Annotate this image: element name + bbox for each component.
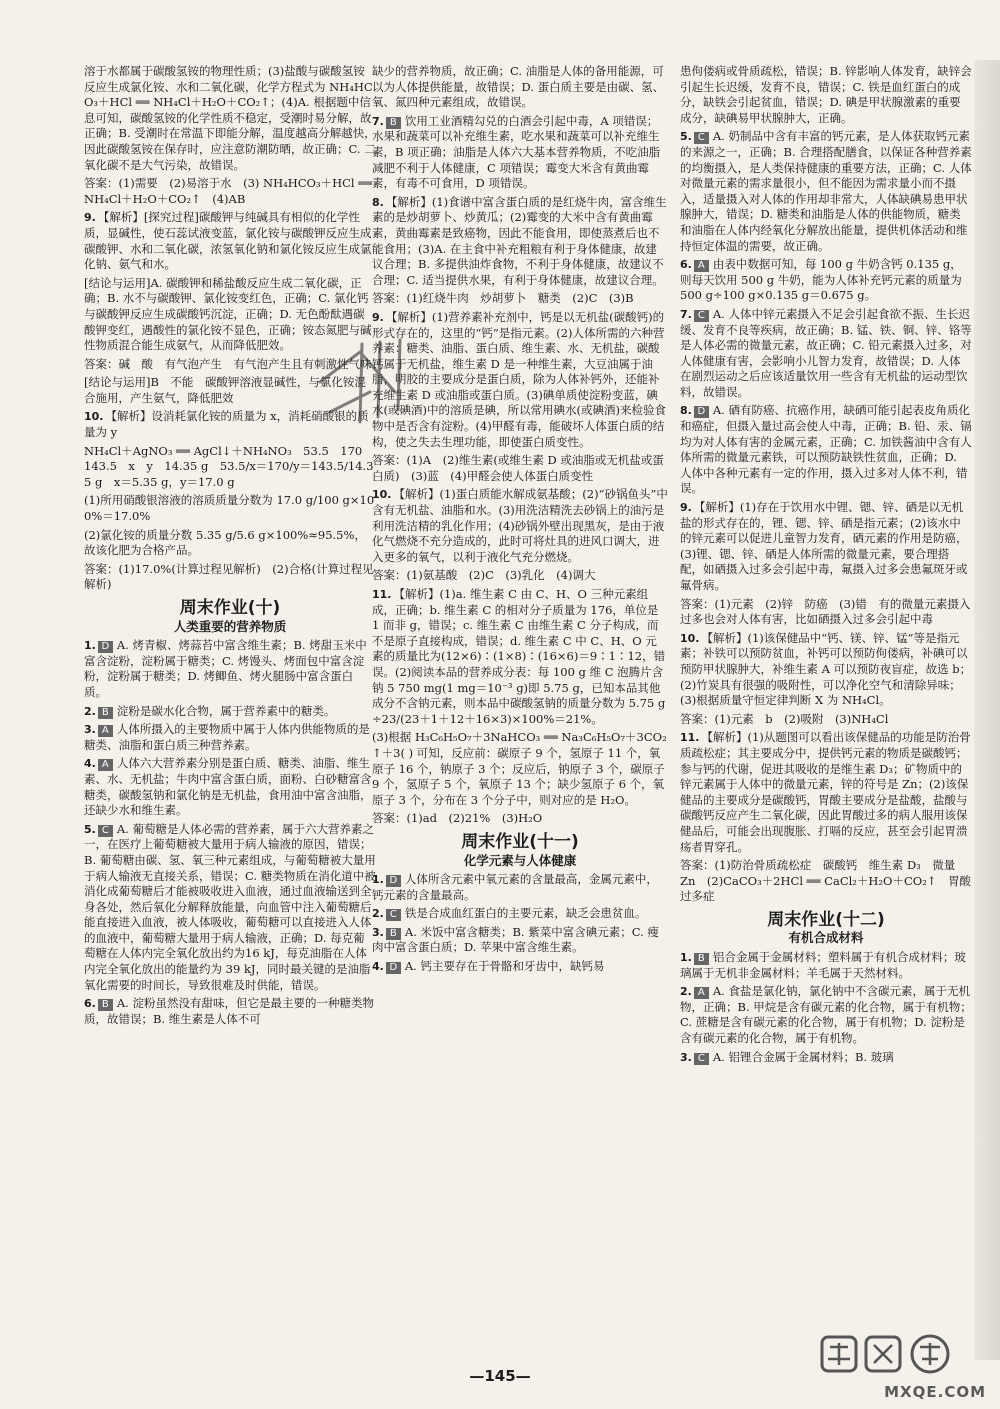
explanation-text: 人体所含元素中氧元素的含量最高，金属元素中，钙元素的含量最高。 [372,872,658,902]
question-number: 2. [84,704,96,718]
answer-block [372,568,668,584]
answer-block [372,487,668,565]
explanation-text: 【解析】[探究过程]碳酸钾与纯碱具有相似的化学性质，显碱性，使石蕊试液变蓝，氯化铵与碳酸钾反应生成碳酸钾、水和二氧化碳，浓氢氧化钠和氯化铵反应生成氯化钠、氨气和水。 [84,210,372,272]
answer-block [84,996,376,1027]
answer-block [84,722,376,753]
answer-choice-badge: C [694,1053,709,1065]
explanation-text: [结论与运用]A. 碳酸钾和稀盐酸反应生成二氧化碳，正确；B. 水不与碳酸钾、氯化铵变红色，正确；C. 氯化钙与碳酸钾反应生成碳酸钙沉淀，正确；D. 无色酚酞遇碳酸钾变红，遇酸性的氯化铵不显色，正确；铵态氮肥与碱性物质混合能生成氨气，从而降低肥效。 [84,275,372,353]
question-number: 6. [680,258,692,272]
explanation-text: 缺少的营养物质，故正确；C. 油脂是人体的备用能源，可以为人体提供能量，故错误；D. 蛋白质主要是由碳、氢、氧、氮四种元素组成，故错误。 [372,64,665,110]
answer-choice-badge: D [386,875,401,887]
explanation-text: 【解析】(1)存在于饮用水中锂、锶、锌、硒是以无机盐的形式存在的，锂、锶、锌、硒是指元素；(2)该水中的锌元素可以促进儿童智力发育，硒元素的作用是防癌，(3)锂、锶、锌、硒是人体所需的微量元素，要合理搭配，如硒摄入过多会引起中毒，氟摄入过多会患氟斑牙或氟骨病。 [680,500,968,592]
adjacent-page-edge [974,60,1000,1360]
answer-choice-badge: B [98,707,113,719]
question-number: 1. [84,639,96,653]
explanation-text: 【解析】(1)蛋白质能水解成氨基酸；(2)“砂锅鱼头”中含有无机盐、油脂和水。(3)用洗洁精洗去砂锅上的油污是利用洗洁精的乳化作用；(4)砂锅外壁出现黑灰，是由于液化气燃烧不充分造成的，此时可将灶具的进风口调大，进入更多的氧气，以利于液化气充分燃烧。 [372,487,668,564]
question-number: 10. [84,410,104,424]
explanation-text: 溶于水都属于碳酸氢铵的物理性质；(3)盐酸与碳酸氢铵反应生成氯化铵、水和二氧化碳，化学方程式为 NH₄HCO₃＋HCl ══ NH₄Cl＋H₂O＋CO₂↑；(4)A. 根据题中信息可知，碳酸氢铵的化学性质不稳定，受潮时易分解，故正确；B. 受潮时在常温下即能分解，温度越高分解越快，因此碳酸氢铵在保存时，应注意防潮防晒，故正确；C. 二氧化碳不是大气污染，故错误。 [84,64,376,172]
explanation-text: A. 葡萄糖是人体必需的营养素，属于六大营养素之一，在医疗上葡萄糖被大量用于病人输液的原因，错误；B. 葡萄糖由碳、氢、氧三种元素组成，与葡萄糖被大量用于病人输液无直接关系，错误；C. 糖类物质在消化道中被消化成葡萄糖后才能被吸收进入血液，通过血液输送到全身各处，然后氧化分解释放能量，向血管中注入葡萄糖后能直接进入血液，被人体吸收，葡萄糖可以直接进入人体的血液中，葡萄糖大量用于病人输液，正确；D. 每克葡萄糖在人体内完全氧化放出约为16 kJ，每克油脂在人体内完全氧化放出的能量约为 39 kJ，同时最关键的是油脂氧化需要的时间长，导致很难及时供能，错误。 [84,821,376,992]
question-number: 7. [372,114,384,128]
explanation-text: 人体所摄入的主要物质中属于人体内供能物质的是糖类、油脂和蛋白质三种营养素。 [84,722,370,752]
answer-block [84,64,376,173]
explanation-text: 饮用工业酒精勾兑的白酒会引起中毒，A 项错误；水果和蔬菜可以补充维生素，吃水果和蔬菜可以补充维生素，B 项正确；油脂是人体六大基本营养物质，不吃油脂减肥不利于人体健康，C 项错误；霉变大米含有黄曲霉素，有毒不可食用，D 项错误。 [372,113,661,191]
explanation-text: 答案：(1)17.0%(计算过程见解析) (2)合格(计算过程见解析) [84,561,374,592]
explanation-text: A. 烤青椒、烤蒜苔中富含维生素；B. 烤甜玉米中富含淀粉，淀粉属于糖类；C. 烤馒头、烤面包中富含淀粉，淀粉属于糖类；D. 烤鲫鱼、烤火腿肠中富含蛋白质。 [84,638,367,699]
explanation-text: 答案：(1)红烧牛肉 炒胡萝卜 糖类 (2)C (3)B [372,291,634,306]
question-number: 3. [680,1050,692,1064]
explanation-text: 答案：(1)元素 (2)锌 防癌 (3)错 有的微量元素摄入过多也会对人体有害，比如硒摄入过多会引起中毒 [680,596,971,627]
explanation-text: 淀粉是碳水化合物，属于营养素中的糖类。 [116,703,336,718]
answer-choice-badge: C [694,132,709,144]
explanation-text: 答案：(1)氨基酸 (2)C (3)乳化 (4)调大 [372,568,596,583]
answer-choice-badge: A [694,260,709,272]
answer-choice-badge: B [386,928,401,940]
explanation-text: 答案：(1)A (2)维生素(或维生素 D 或油脂或无机盐或蛋白质) (3)蓝 (4)甲醛会使人体蛋白质变性 [372,453,664,483]
answer-block [372,906,668,922]
answer-choice-badge: D [386,962,401,974]
explanation-text: A. 食盐是氯化钠，氯化钠中不含碳元素，属于无机物，正确；B. 甲烷是含有碳元素的化合物，属于有机物；C. 蔗糖是含有碳元素的化合物，属于有机物；D. 淀粉是含有碳元素的化合物，属于有机物。 [680,984,972,1046]
question-number: 9. [680,501,692,515]
question-number: 11. [680,731,700,745]
explanation-text: 答案：(1)元素 b (2)吸附 (3)NH₄Cl [680,711,889,726]
explanation-text: 【解析】(1)食谱中富含蛋白质的是红烧牛肉，富含维生素的是炒胡萝卜、炒黄瓜；(2)霉变的大米中含有黄曲霉素，黄曲霉素是致癌物，因此不能食用，即使蒸煮后也不能食用；(3)A. 在主食中补充粗粮有利于身体健康，故建议合理；B. 多提供油炸食物，不利于身体健康，故建议不合理；C. 适当提供水果，有利于身体健康，故建议合理。 [372,194,667,287]
answer-choice-badge: A [98,725,113,737]
answer-block [372,872,668,903]
answer-block [372,925,668,956]
question-number: 7. [680,307,692,321]
explanation-text: 铁是合成血红蛋白的主要元素，缺乏会患贫血。 [404,906,647,921]
answer-choice-badge: B [694,953,709,965]
explanation-text: A. 钙主要存在于骨骼和牙齿中，缺钙易 [404,959,605,974]
explanation-text: A. 硒有防癌、抗癌作用，缺硒可能引起表皮角质化和癌症，但摄入量过高会使人中毒，正确；B. 铅、汞、镉均为对人体有害的金属元素，正确；C. 加铁酱油中含有人体所需的微量元素铁，可以预防缺铁性贫血，正确；D. 人体中各种元素有一定的作用，摄入过多对人体不利，错误。 [680,403,972,496]
question-number: 5. [84,822,96,836]
question-number: 5. [680,130,692,144]
answer-block [84,704,376,720]
answer-block [84,528,376,559]
question-number: 1. [680,951,692,965]
answer-block [680,257,972,304]
answer-block [84,822,376,994]
question-number: 8. [680,404,692,418]
question-number: 11. [372,588,392,601]
answer-block [372,730,668,808]
column-right [680,64,972,1068]
answer-block [680,64,972,126]
question-number: 9. [372,310,384,324]
answer-choice-badge: D [98,641,113,653]
answer-block [84,562,376,593]
explanation-text: 答案：碱 酸 有气泡产生 有气泡产生且有刺激性气味 [84,356,372,371]
section-title: 周末作业(十二) [767,909,885,930]
section-title: 周末作业(十) [179,598,281,618]
answer-block [84,756,376,818]
watermark-url: MXQE.COM [884,1383,986,1401]
handwritten-stamp-mark [300,322,440,442]
section-title: 周末作业(十一) [461,831,579,852]
question-number: 9. [84,211,96,225]
question-number: 2. [680,985,692,999]
explanation-text: 答案：(1)ad (2)21% (3)H₂O [372,811,543,826]
answer-block [680,597,972,628]
site-watermark [790,1331,990,1401]
explanation-text: (3)根据 H₃C₆H₅O₇＋3NaHCO₃ ══ Na₃C₆H₅O₇＋3CO₂↑＋3( ) 可知，反应前：碳原子 9 个，氢原子 11 个，氧原子 16 个，钠原子 3 个；反应后，钠原子 3 个，碳原子 9 个，氢原子 5 个，氧原子 13 个；缺少氢原子 6 个，氧原子 3 个，分布在 3 个分子中，则对应的是 H₂O。 [372,730,667,807]
answer-choice-badge: C [694,310,709,322]
question-number: 6. [84,997,96,1011]
answer-block [680,1050,972,1066]
explanation-text: 人体六大营养素分别是蛋白质、糖类、油脂、维生素、水、无机盐；牛肉中富含蛋白质，面粉、白砂糖富含糖类，碳酸氢钠和氯化钠是无机盐，食用油中富含油脂，还缺少水和维生素。 [84,756,372,818]
answer-block [680,631,972,709]
explanation-text: 答案：(1)防治骨质疏松症 碳酸钙 维生素 D₃ 微量 Zn (2)CaCO₃＋2HCl ══ CaCl₂＋H₂O＋CO₂↑ 胃酸过多症 [680,858,971,904]
explanation-text: A. 淀粉虽然没有甜味，但它是最主要的一种糖类物质，故错误；B. 维生素是人体不可 [84,996,374,1026]
question-number: 10. [372,488,392,502]
question-number: 3. [372,925,384,939]
answer-block [680,500,972,594]
answer-block [680,712,972,728]
answer-block [372,114,668,192]
answer-block [372,811,668,827]
explanation-text: 患佝偻病或骨质疏松，错误；B. 锌影响人体发育，缺锌会引起生长迟缓，发育不良，错误；C. 铁是血红蛋白的成分，缺铁会引起贫血，错误；D. 碘是甲状腺激素的重要成分，缺碘易甲状腺肿大，正确。 [680,64,972,125]
explanation-text: A. 米饭中富含糖类；B. 紫菜中富含碘元素；C. 瘦肉中富含蛋白质；D. 苹果中富含维生素。 [372,924,659,955]
answer-choice-badge: B [98,999,113,1011]
section-subtitle: 人类重要的营养物质 [173,618,287,634]
explanation-text: 【解析】(1)营养素补充剂中，钙是以无机盐(碳酸钙)的形式存在的，这里的“钙”是指元素。(2)人体所需的六种营养素：糖类、油脂、蛋白质、维生素、水、无机盐，碳酸钙属于无机盐，维生素 D 是一种维生素，大豆油属于油脂，明胶的主要成分是蛋白质，除为人体补钙外，还能补充维生素 D 或油脂或蛋白质。(3)碘单质使淀粉变蓝，碘水(或碘酒)中的溶质是碘，所以常用碘水(或碘酒)来检验食物中是否含有淀粉。(4)甲醛有毒，能破坏人体蛋白质的结构，使之失去生理功能，即使蛋白质变性。 [372,309,666,449]
page-number: —145— [469,1367,531,1385]
answer-block [680,403,972,497]
explanation-text: 铝合金属于金属材料；塑料属于有机合成材料；玻璃属于无机非金属材料；羊毛属于天然材料。 [680,950,966,980]
explanation-text: [结论与运用]B 不能 碳酸钾溶液显碱性，与氯化铵混合施用，产生氨气，降低肥效 [84,375,366,405]
answer-block [84,210,376,272]
answer-block [84,493,376,524]
answer-block [680,984,972,1046]
answer-block [680,730,972,855]
explanation-text: A. 人体中锌元素摄入不足会引起食欲不振、生长迟缓、发育不良等疾病，故正确；B. 锰、铁、铜、锌、铬等是人体必需的微量元素，故正确；C. 铅元素摄入过多，对人体健康有害，会影响小儿智力发育，故错误；D. 人体在剧烈运动之后应该适量饮用一些含有无机盐的运动型饮料，故错误。 [680,306,972,399]
answer-block [680,307,972,401]
question-number: 1. [372,873,384,887]
question-number: 2. [372,907,384,921]
section-subtitle: 化学元素与人体健康 [463,852,577,868]
answer-choice-badge: A [98,759,113,771]
question-number: 4. [84,757,96,771]
question-number: 10. [680,631,700,645]
answer-choice-badge: C [386,909,401,921]
answer-block [680,858,972,905]
answer-block [372,291,668,307]
explanation-text: 答案：(1)需要 (2)易溶于水 (3) NH₄HCO₃＋HCl ══ NH₄Cl＋H₂O＋CO₂↑ (4)AB [84,176,373,206]
explanation-text: A. 铝锂合金属于金属材料；B. 玻璃 [712,1049,894,1064]
answer-block [84,444,376,491]
column-middle [372,64,668,978]
column-left [84,64,376,1030]
explanation-text: NH₄Cl＋AgNO₃ ══ AgCl↓＋NH₄NO₃ 53.5 170 143.5 x y 14.35 g 53.5/x＝170/y＝143.5/14.35 g x＝5.35 g，y＝17.0 g [84,443,374,489]
explanation-text: (1)所用硝酸银溶液的溶质质量分数为 17.0 g/100 g×100%＝17.0% [84,493,375,524]
explanation-text: 由表中数据可知，每 100 g 牛奶含钙 0.135 g，则每天饮用 500 g 牛奶，能为人体补充钙元素的质量为 500 g÷100 g×0.135 g＝0.675 g。 [680,257,962,303]
answer-block [372,587,668,727]
answer-block [84,638,376,700]
answer-block [372,959,668,975]
explanation-text: (2)氯化铵的质量分数 5.35 g/5.6 g×100%≈95.5%，故该化肥为合格产品。 [84,527,366,558]
explanation-text: 【解析】(1)a. 维生素 C 由 C、H、O 三种元素组成，正确；b. 维生素 C 的相对分子质量为 176，单位是 1 而非 g，错误；c. 维生素 C 由维生素 C 分子构成，而不是原子直接构成，错误；d. 维生素 C 中 C、H、O 元素的质量比为(12×6)∶(1×8)∶(16×6)＝9∶1∶12，错误。(2)阅读本品的营养成分表：每 100 g 维 C 泡腾片含钠 5 750 mg(1 mg＝10⁻³ g)即 5.75 g，已知本品其他成分不含钠元素，则本品中碳酸氢钠的质量分数为 5.75 g÷23/(23＋1＋12＋16×3)×100%＝21%。 [372,587,666,726]
answer-block [372,64,668,111]
explanation-text: 【解析】(1)该保健品中“钙、镁、锌、锰”等是指元素；补铁可以预防贫血，补钙可以预防佝偻病，补碘可以预防甲状腺肿大，补维生素 A 可以预防夜盲症，故选 b；(2)竹炭具有很强的吸附性，可以净化空气和清除异味；(3)根据质量守恒定律判断 X 为 NH₄Cl。 [680,630,972,708]
section-subtitle: 有机合成材料 [788,930,864,946]
answer-block [680,129,972,254]
answer-block [372,453,668,484]
answer-block [372,195,668,289]
explanation-text: 【解析】设消耗氯化铵的质量为 x，消耗硝酸银的质量为 y [84,409,369,440]
answer-choice-badge: C [98,825,113,837]
answer-choice-badge: D [694,406,709,418]
explanation-text: A. 奶制品中含有丰富的钙元素，是人体获取钙元素的来源之一，正确；B. 合理搭配膳食，以保证各种营养素的均衡摄入，是人类保持健康的重要方法，正确；C. 人体对微量元素的需求量很小，但不能因为需求量小而不摄入，适量摄入对人体的作用却非常大，人体缺碘易患甲状腺肿大，错误；D. 糖类和油脂是人体的供能物质，糖类和油脂在人体内经氧化分解放出能量，提供机体活动和维持恒定体温的需要，故正确。 [680,129,972,253]
answer-choice-badge: B [386,117,401,129]
answer-block [680,950,972,981]
question-number: 8. [372,195,384,209]
explanation-text: 【解析】(1)从题图可以看出该保健品的功能是防治骨质疏松症；其主要成分中，提供钙元素的物质是碳酸钙；参与钙的代谢，促进其吸收的是维生素 D₃；矿物质中的锌元素属于人体中的微量元素，锌的符号是 Zn；(2)该保健品的主要成分是碳酸钙，胃酸主要成分是盐酸，盐酸与碳酸钙反应产生二氧化碳，因此胃酸过多的病人服用该保健品后，可能会出现腹胀、打嗝的反应，甚至会引起胃溃疡者胃穿孔。 [680,730,971,854]
answer-block [84,176,376,207]
question-number: 4. [372,960,384,974]
question-number: 3. [84,723,96,737]
answer-circle-logo-icon [790,1331,990,1379]
answer-choice-badge: A [694,987,709,999]
